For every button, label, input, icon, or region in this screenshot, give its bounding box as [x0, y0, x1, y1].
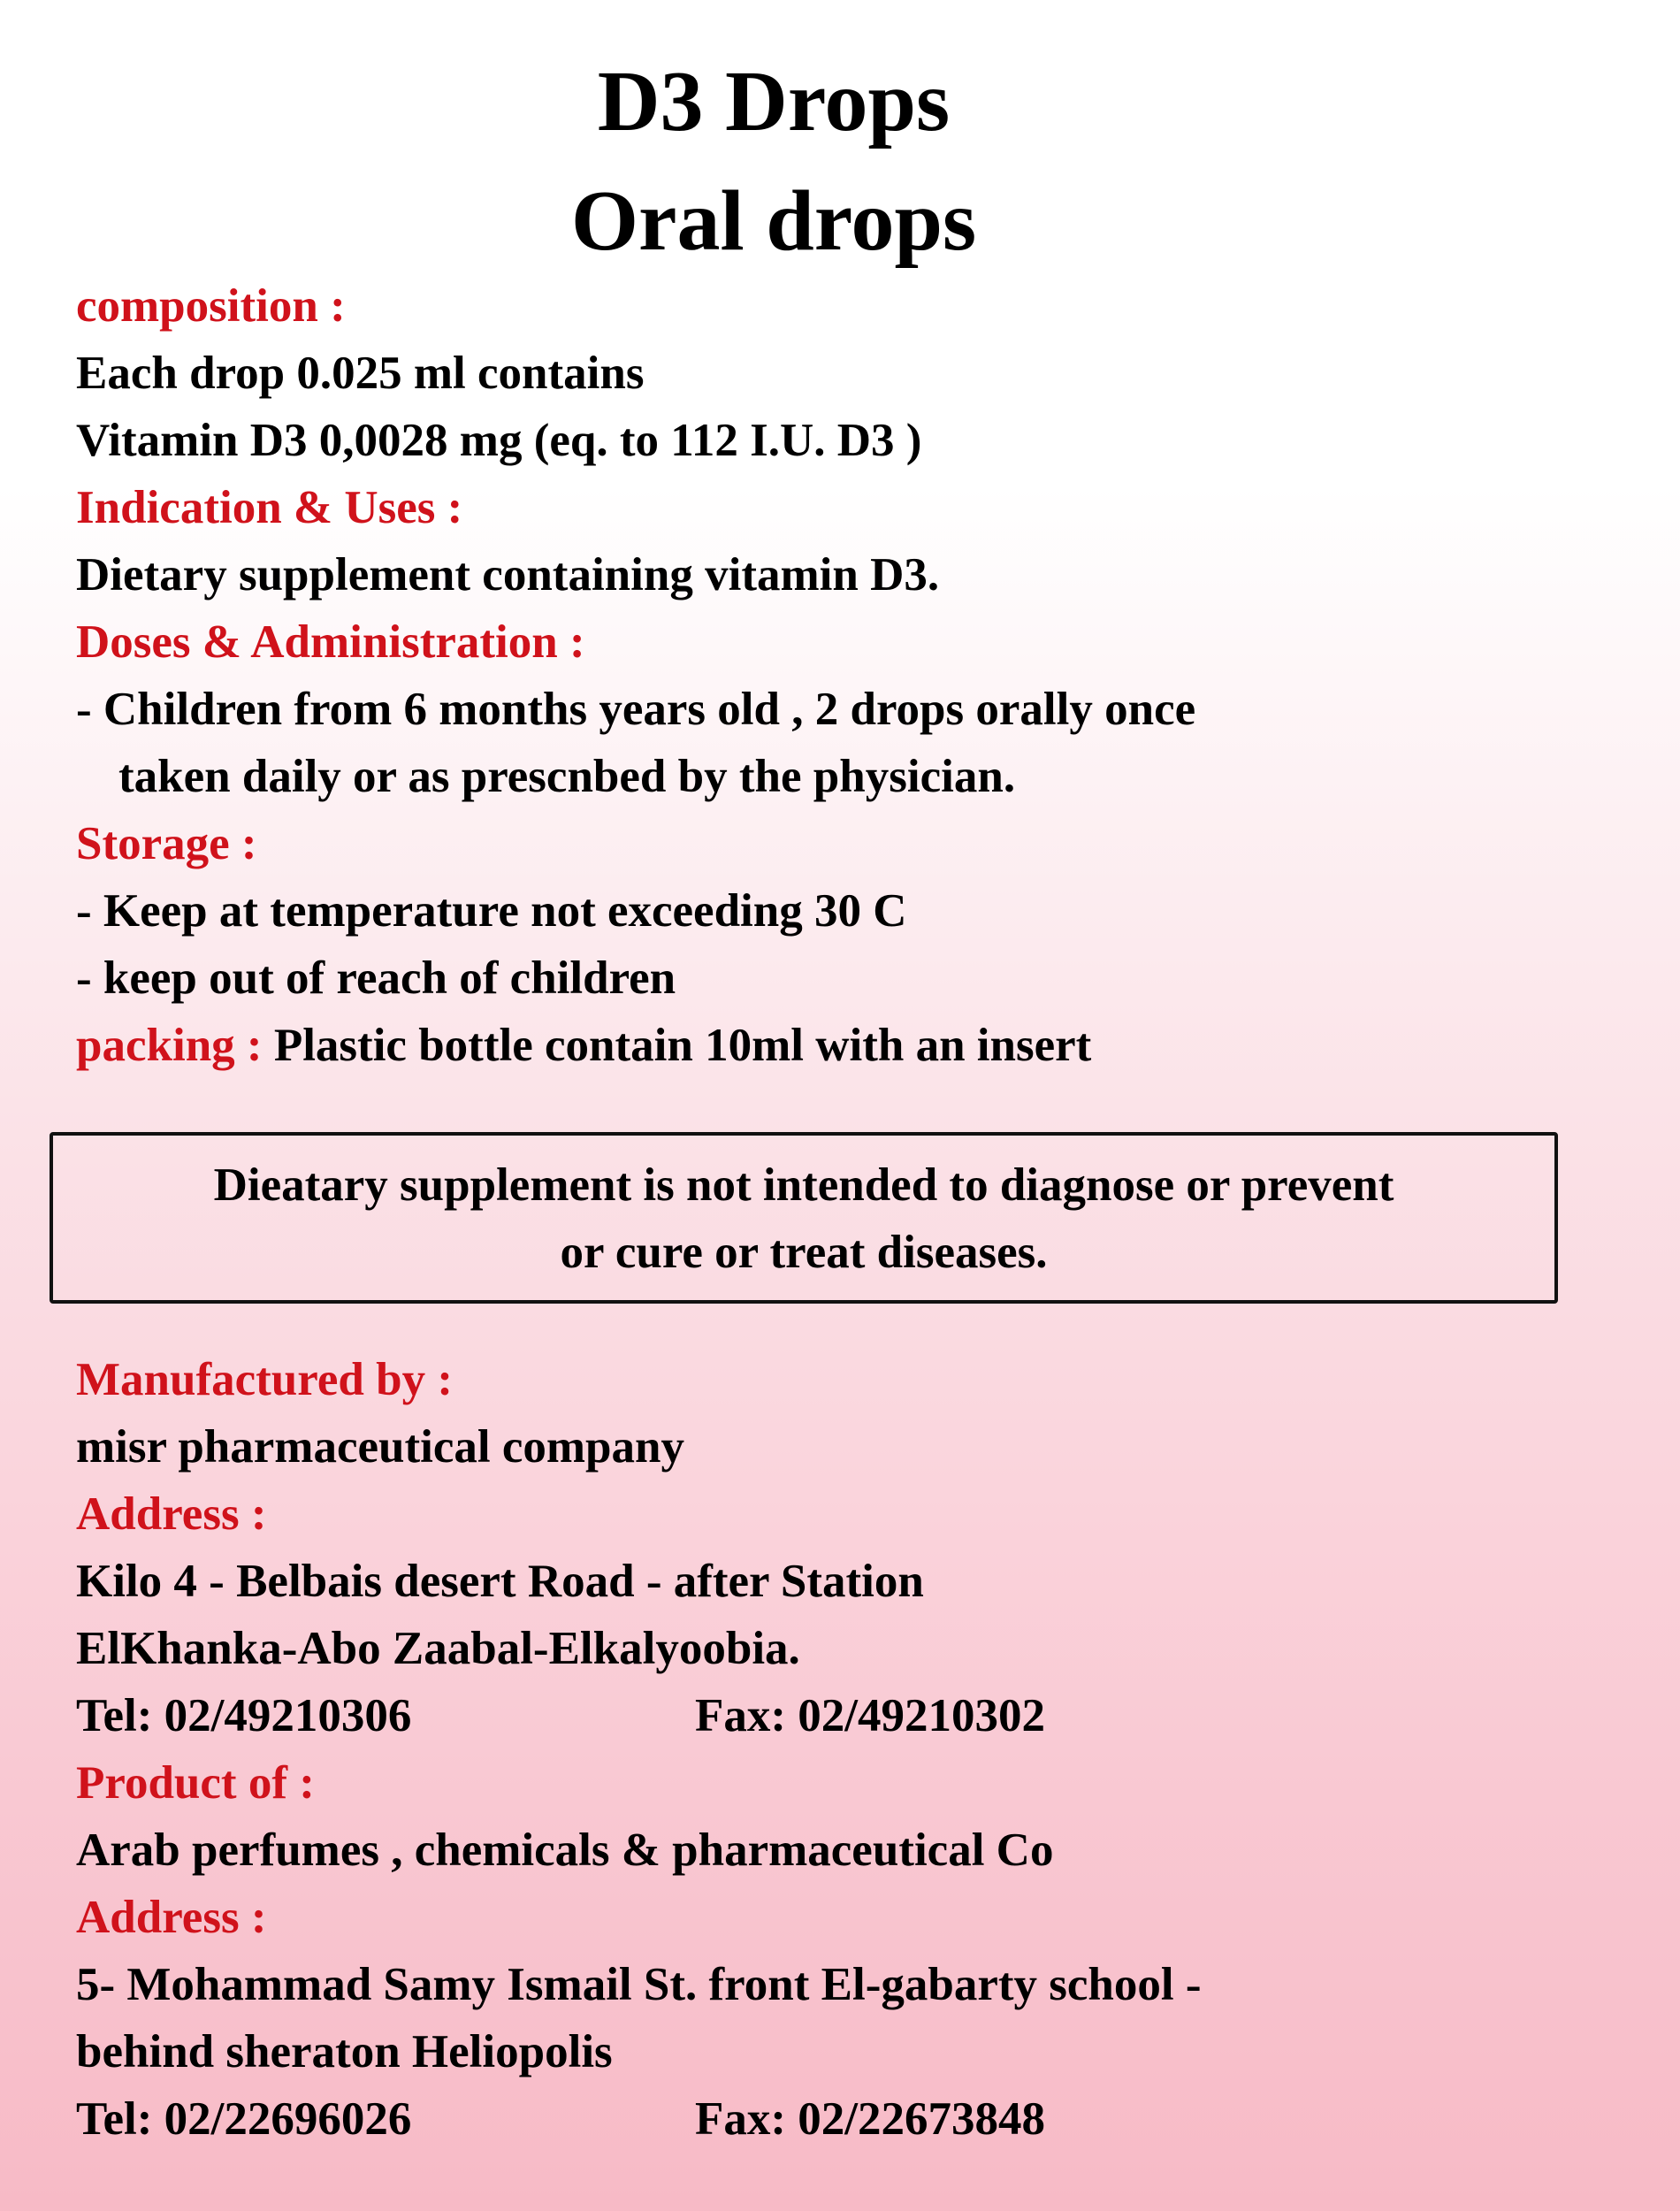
composition-line: Vitamin D3 0,0028 mg (eq. to 112 I.U. D3 ): [76, 415, 922, 466]
manufacturer-address-line: Kilo 4 - Belbais desert Road - after Station: [76, 1556, 924, 1607]
indication-heading: Indication & Uses :: [76, 482, 463, 533]
manufacturer-address-line: ElKhanka-Abo Zaabal-Elkalyoobia.: [76, 1623, 800, 1674]
manufacturer-fax: Fax: 02/49210302: [695, 1690, 1045, 1741]
product-of-address-line: 5- Mohammad Samy Ismail St. front El-gabarty school -: [76, 1959, 1202, 2010]
product-of-address-heading: Address :: [76, 1892, 267, 1943]
indication-text: Dietary supplement containing vitamin D3.: [76, 549, 940, 601]
manufacturer-contact: [76, 1682, 1579, 1749]
storage-line: - keep out of reach of children: [76, 952, 676, 1004]
product-of-name: Arab perfumes , chemicals & pharmaceutical Co: [76, 1825, 1054, 1876]
doses-line: - Children from 6 months years old , 2 drops orally once: [76, 684, 1196, 735]
composition-heading: composition :: [76, 280, 346, 332]
manufacturer-name: misr pharmaceutical company: [76, 1421, 684, 1473]
manufacturer-address-heading: Address :: [76, 1488, 267, 1540]
product-subtitle: Oral drops: [570, 173, 977, 269]
leaflet-body: [76, 272, 1579, 1079]
product-of-fax: Fax: 02/22673848: [695, 2093, 1045, 2145]
product-of-address-line: behind sheraton Heliopolis: [76, 2026, 613, 2077]
disclaimer-line: or cure or treat diseases.: [560, 1227, 1048, 1278]
disclaimer-line: Dieatary supplement is not intended to diagnose or prevent: [213, 1159, 1394, 1211]
packing-row: [76, 1012, 1579, 1079]
product-of-heading: Product of :: [76, 1757, 315, 1809]
packing-label: packing :: [76, 1020, 263, 1071]
doses-line: taken daily or as prescnbed by the physician.: [118, 751, 1016, 802]
manufacturer-heading: Manufactured by :: [76, 1354, 453, 1405]
storage-line: - Keep at temperature not exceeding 30 C: [76, 885, 907, 937]
storage-heading: Storage :: [76, 818, 257, 869]
composition-line: Each drop 0.025 ml contains: [76, 348, 645, 399]
product-title: D3 Drops: [597, 54, 951, 149]
doses-heading: Doses & Administration :: [76, 616, 585, 668]
disclaimer-box: [50, 1132, 1558, 1304]
product-of-contact: [76, 2085, 1579, 2153]
product-of-tel: Tel: 02/22696026: [76, 2093, 412, 2145]
packing-text: Plastic bottle contain 10ml with an insert: [273, 1020, 1092, 1071]
company-info: [76, 1346, 1579, 2153]
manufacturer-tel: Tel: 02/49210306: [76, 1690, 412, 1741]
